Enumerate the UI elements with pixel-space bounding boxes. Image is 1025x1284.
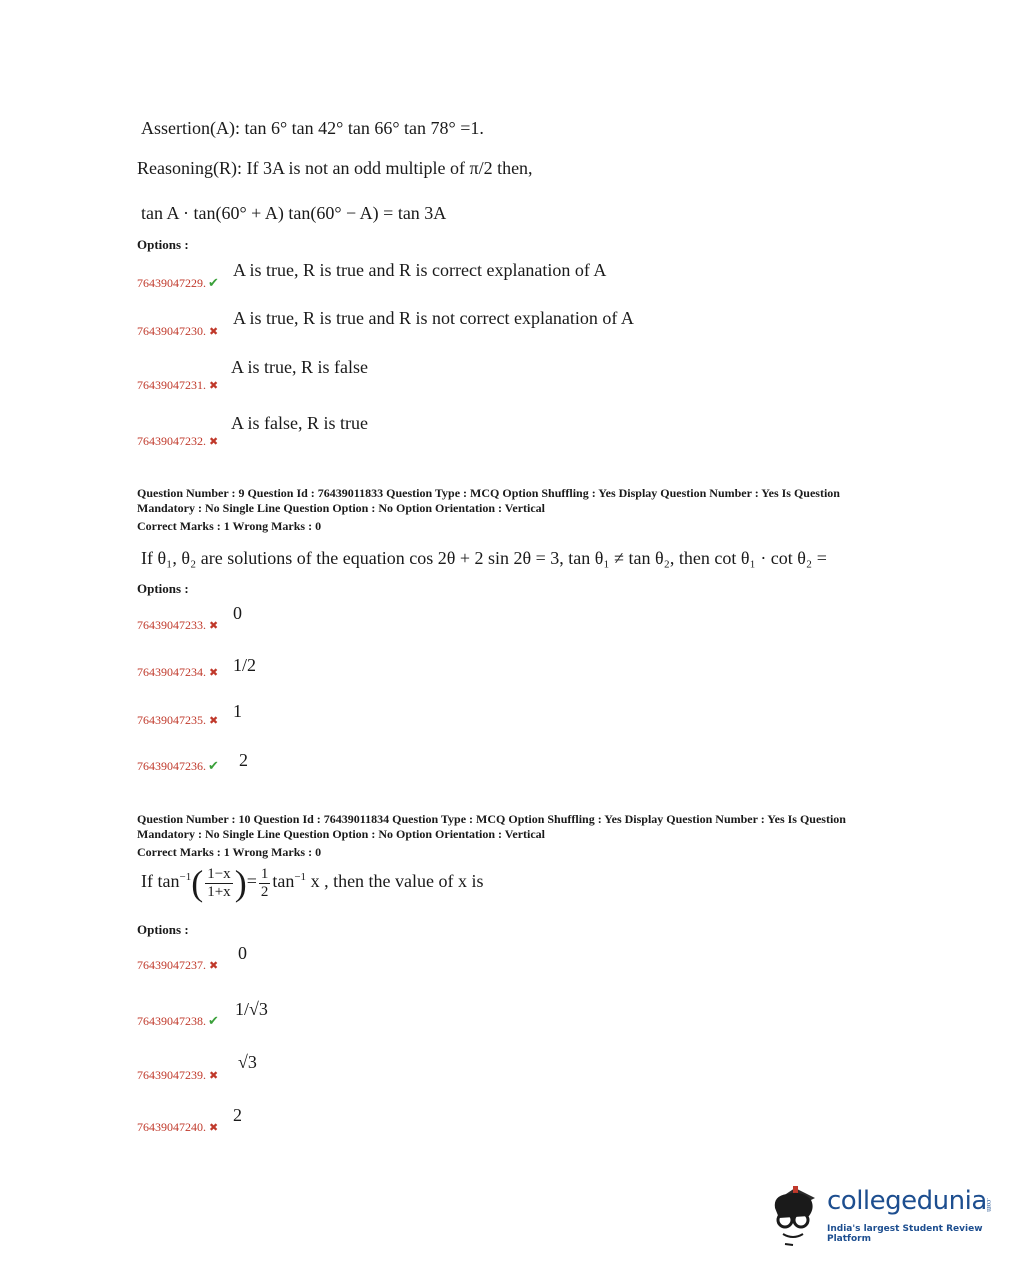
option-text: 1/2 <box>233 655 257 675</box>
mascot-icon <box>765 1178 825 1248</box>
option-id-text: 76439047230. <box>137 324 206 338</box>
q10-half <box>259 867 271 900</box>
q10-meta-line1: Question Number : 10 Question Id : 76439011834 Question Type : MCQ Option Shuffling : Yes Display Question Number : Yes Is Question <box>137 812 846 826</box>
q10-equals: = <box>246 871 257 892</box>
cross-icon: ✖ <box>209 667 219 679</box>
q10-rest: x , then the value of x is <box>310 871 484 892</box>
option-text: A is true, R is true and R is correct explanation of A <box>233 260 607 280</box>
option-id <box>137 376 218 394</box>
cross-icon: ✖ <box>209 380 219 392</box>
option-id <box>137 956 218 974</box>
q10-marks: Correct Marks : 1 Wrong Marks : 0 <box>137 845 322 859</box>
reasoning-text: If 3A is not an odd multiple of π/2 then, <box>246 158 533 178</box>
q10-tan: tan <box>157 871 180 892</box>
logo-tagline: India's largest Student Review Platform <box>827 1224 983 1244</box>
option-text: 1/√3 <box>235 999 268 1019</box>
q9-meta-line1: Question Number : 9 Question Id : 76439011833 Question Type : MCQ Option Shuffling : Yes Display Question Number : Yes Is Question <box>137 486 840 500</box>
option-text: 2 <box>233 1105 242 1125</box>
logo-suffix: .com <box>985 1198 993 1212</box>
q10-half-num: 1 <box>260 865 269 882</box>
option-id <box>137 663 218 681</box>
q10-fraction <box>205 867 232 900</box>
option-id-text: 76439047233. <box>137 618 206 632</box>
option-id-text: 76439047239. <box>137 1068 206 1082</box>
option-text: A is true, R is false <box>231 357 368 377</box>
q10-fraction-num: 1−x <box>207 865 231 882</box>
option-id-text: 76439047229. <box>137 276 206 290</box>
option-id <box>137 1012 219 1030</box>
cross-icon: ✖ <box>209 960 219 972</box>
cross-icon: ✖ <box>209 620 219 632</box>
reasoning-expression: tan A · tan(60° + A) tan(60° − A) = tan 3A <box>141 203 447 223</box>
option-id-text: 76439047234. <box>137 665 206 679</box>
cross-icon: ✖ <box>209 1122 219 1134</box>
logo-wordmark: collegedunia <box>827 1186 987 1216</box>
cross-icon: ✖ <box>209 326 219 338</box>
reasoning-label: Reasoning(R): <box>137 158 242 178</box>
option-text: A is true, R is true and R is not correct explanation of A <box>233 308 634 328</box>
q10-meta <box>137 812 846 860</box>
option-id <box>137 757 219 775</box>
option-id-text: 76439047237. <box>137 958 206 972</box>
q9-marks: Correct Marks : 1 Wrong Marks : 0 <box>137 519 322 533</box>
option-id-text: 76439047232. <box>137 434 206 448</box>
option-id-text: 76439047235. <box>137 713 206 727</box>
cross-icon: ✖ <box>209 436 219 448</box>
check-icon: ✔ <box>208 1013 219 1028</box>
option-id <box>137 1066 218 1084</box>
option-id-text: 76439047238. <box>137 1014 206 1028</box>
q10-half-den: 2 <box>260 883 269 900</box>
options-label: Options : <box>137 237 189 252</box>
option-id-text: 76439047236. <box>137 759 206 773</box>
option-text: A is false, R is true <box>231 413 368 433</box>
option-id <box>137 274 219 292</box>
q9-question: If θ₁, θ₂ are solutions of the equation cos 2θ + 2 sin 2θ = 3, tan θ₁ ≠ tan θ₂, then cot θ₁ · cot θ₂ = <box>141 548 827 568</box>
option-id <box>137 616 218 634</box>
assertion-line <box>141 118 484 139</box>
assertion-label: Assertion(A): <box>141 118 240 138</box>
q10-inverse2: −1 <box>294 871 307 884</box>
q10-fraction-den: 1+x <box>207 883 231 900</box>
option-text: 0 <box>233 603 242 623</box>
q10-right-paren: ) <box>234 863 247 903</box>
q10-meta-line2: Mandatory : No Single Line Question Option : No Option Orientation : Vertical <box>137 827 546 841</box>
option-text: 2 <box>239 750 248 770</box>
q10-inverse: −1 <box>179 871 192 884</box>
option-text: 0 <box>238 943 247 963</box>
option-id-text: 76439047240. <box>137 1120 206 1134</box>
q9-meta <box>137 486 840 534</box>
option-id <box>137 711 218 729</box>
option-text: √3 <box>238 1052 257 1072</box>
reasoning-line <box>137 158 533 179</box>
cross-icon: ✖ <box>209 1070 219 1082</box>
check-icon: ✔ <box>208 758 219 773</box>
cross-icon: ✖ <box>209 715 219 727</box>
q10-tan2: tan <box>272 871 295 892</box>
q9-meta-line2: Mandatory : No Single Line Question Option : No Option Orientation : Vertical <box>137 501 546 515</box>
option-text: 1 <box>233 701 242 721</box>
collegedunia-logo[interactable] <box>765 1178 995 1248</box>
q10-if: If <box>141 871 153 892</box>
q10-question <box>141 862 484 904</box>
option-id <box>137 1118 218 1136</box>
option-id <box>137 322 218 340</box>
option-id <box>137 432 218 450</box>
assertion-expression: tan 6° tan 42° tan 66° tan 78° =1. <box>244 118 484 138</box>
q10-left-paren: ( <box>191 863 204 903</box>
check-icon: ✔ <box>208 275 219 290</box>
options-label: Options : <box>137 922 189 937</box>
option-id-text: 76439047231. <box>137 378 206 392</box>
options-label: Options : <box>137 581 189 596</box>
